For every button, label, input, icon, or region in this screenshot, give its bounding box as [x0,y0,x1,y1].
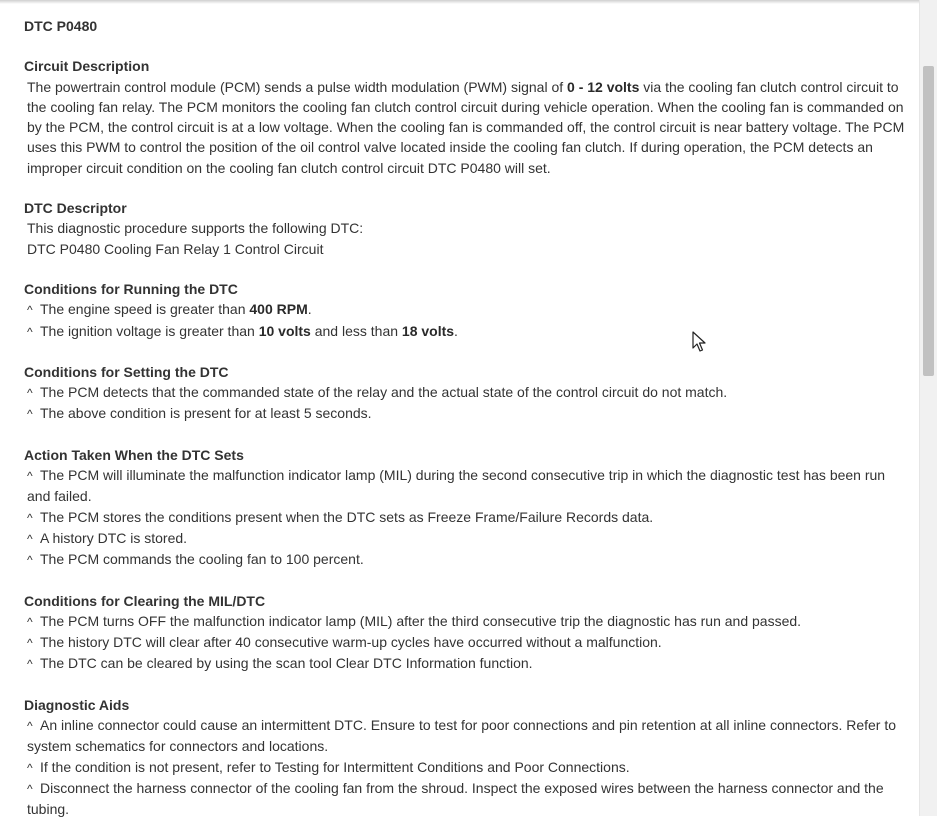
list-item: ^ The engine speed is greater than 400 RPM. [27,299,908,320]
list-item: ^ The PCM will illuminate the malfunction indicator lamp (MIL) during the second consecutive trip in which the diagnostic test has been run and failed. [27,467,886,505]
section-heading: Action Taken When the DTC Sets [24,446,244,463]
section-heading: DTC Descriptor [24,200,127,217]
bullet-caret: ^ [27,614,33,629]
mouse-pointer-icon [692,331,706,353]
list-item: ^ The above condition is present for at least 5 seconds. [27,403,908,424]
bullet-caret: ^ [27,553,33,568]
bullet-caret: ^ [27,469,33,484]
list-item: ^ The PCM turns OFF the malfunction indicator lamp (MIL) after the third consecutive trip the diagnostic has run and passed. [27,611,908,632]
bullet-caret: ^ [27,531,33,546]
bullet-caret: ^ [27,510,33,525]
header-shadow [0,0,920,4]
vertical-scrollbar[interactable] [919,0,937,816]
section-heading: Circuit Description [24,58,150,75]
bullet-caret: ^ [27,636,33,651]
section-conditions-setting [24,362,908,425]
section-heading: Conditions for Clearing the MIL/DTC [24,592,266,609]
list-item: ^ The PCM commands the cooling fan to 100 percent. [27,549,908,570]
section-conditions-clearing [24,591,908,675]
descriptor-line: This diagnostic procedure supports the following DTC: [27,220,364,237]
circuit-description-text: The powertrain control module (PCM) sends a pulse width modulation (PWM) signal of 0 - 12 volts via the cooling fan clutch control circuit to the cooling fan relay. The PCM monitors the cooling fan clutch control circuit during vehicle operation. When the cooling fan is commanded on by the PCM, the control circuit is at a low voltage. When the cooling fan is commanded off, the control circuit is near battery voltage. The PCM uses this PWM to control the position of the oil control valve located inside the cooling fan clutch. If during operation, the PCM detects an improper circuit condition on the cooling fan clutch control circuit DTC P0480 will set. [27,78,905,176]
bullet-caret: ^ [27,781,33,796]
bullet-caret: ^ [27,324,33,339]
bullet-caret: ^ [27,760,33,775]
descriptor-line: DTC P0480 Cooling Fan Relay 1 Control Circuit [27,240,324,257]
bullet-caret: ^ [27,407,33,422]
section-conditions-running [24,279,908,342]
list-item: ^ The PCM detects that the commanded state of the relay and the actual state of the control circuit do not match. [27,382,908,403]
list-item: ^ The history DTC will clear after 40 consecutive warm-up cycles have occurred without a malfunction. [27,632,908,653]
bullet-caret: ^ [27,386,33,401]
bullet-caret: ^ [27,657,33,672]
list-item: ^ The DTC can be cleared by using the scan tool Clear DTC Information function. [27,653,908,674]
section-heading: Diagnostic Aids [24,696,130,713]
list-item: ^ If the condition is not present, refer to Testing for Intermittent Conditions and Poor Connections. [27,757,908,778]
list-item: ^ An inline connector could cause an intermittent DTC. Ensure to test for poor connections and pin retention at all inline connectors. Refer to system schematics for connectors and locations. [27,717,897,755]
list-item: ^ The PCM stores the conditions present when the DTC sets as Freeze Frame/Failure Records data. [27,507,908,528]
document-body [24,16,908,840]
section-heading: Conditions for Setting the DTC [24,363,229,380]
bullet-caret: ^ [27,719,33,734]
section-diagnostic-aids [24,695,908,820]
list-item: ^ A history DTC is stored. [27,528,908,549]
list-item: ^ Disconnect the harness connector of the cooling fan from the shroud. Inspect the exposed wires between the harness connector and the tubing. [27,779,884,818]
section-circuit-description [24,56,908,178]
page-title: DTC P0480 [24,18,98,34]
scrollbar-thumb[interactable] [923,66,934,376]
bullet-caret: ^ [27,303,33,318]
list-item: ^ The ignition voltage is greater than 10 volts and less than 18 volts. [27,321,908,342]
section-heading: Conditions for Running the DTC [24,280,238,297]
section-dtc-descriptor [24,198,908,259]
section-action-taken [24,445,908,571]
